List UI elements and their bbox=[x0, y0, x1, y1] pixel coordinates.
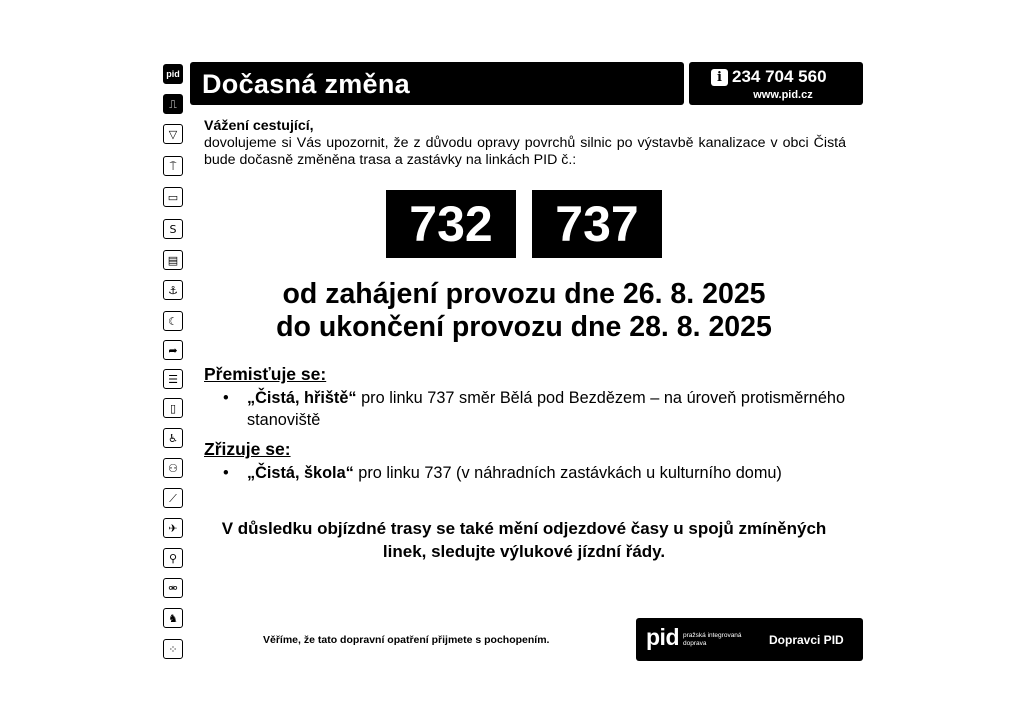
info-icon: i bbox=[711, 69, 728, 86]
airport-icon: ✈ bbox=[163, 518, 183, 538]
trolleybus-icon: ▭ bbox=[163, 187, 183, 207]
bullet-dot: • bbox=[223, 464, 229, 482]
page-title: Dočasná změna bbox=[202, 69, 410, 99]
stroller-icon: ⚲ bbox=[163, 548, 183, 568]
timetable-notice: V důsledku objízdné trasy se také mění odjezdové časy u spojů zmíněných linek, sledujte výlukové jízdní řády. bbox=[221, 519, 827, 561]
carriers-label: Dopravci PID bbox=[769, 633, 844, 647]
website-link[interactable]: www.pid.cz bbox=[753, 89, 813, 101]
footer-brand-box bbox=[636, 618, 863, 661]
moved-heading: Přemisťuje se: bbox=[204, 364, 327, 384]
contact-box bbox=[689, 62, 863, 105]
intro-paragraph: dovolujeme si Vás upozornit, že z důvodu opravy povrchů silnic po výstavbě kanalizace v obci Čistá bude dočasně změněna trasa a zastávky na linkách PID č.: bbox=[204, 135, 846, 168]
metro-icon: ▽ bbox=[163, 124, 183, 144]
bus-icon: ⎍ bbox=[163, 94, 183, 114]
pid-logo: pid bbox=[646, 624, 679, 650]
night-icon: ☾ bbox=[163, 311, 183, 331]
moved-list-item bbox=[223, 387, 846, 431]
intro-text bbox=[204, 118, 846, 169]
created-stop-name: „Čistá, škola“ bbox=[247, 464, 354, 482]
created-list-item bbox=[223, 462, 845, 484]
dog-icon: ♞ bbox=[163, 608, 183, 628]
pid-logo-subtitle: pražská integrovaná doprava bbox=[683, 632, 742, 647]
escalator-icon: ⟋ bbox=[163, 488, 183, 508]
affected-lines bbox=[386, 190, 662, 258]
funicular-icon: ▤ bbox=[163, 250, 183, 270]
shuttle-icon: ➦ bbox=[163, 340, 183, 360]
moved-stop-description: pro linku 737 směr Bělá pod Bezdězem – na úroveň protisměrného stanoviště bbox=[247, 389, 846, 429]
ticket-machine-icon: ▯ bbox=[163, 398, 183, 418]
phone-number bbox=[711, 67, 827, 87]
moved-item-text bbox=[247, 387, 845, 431]
line-number-box: 737 bbox=[532, 190, 662, 258]
train-icon: S bbox=[163, 219, 183, 239]
created-item-text bbox=[247, 462, 845, 484]
date-from: od zahájení provozu dne 26. 8. 2025 bbox=[282, 278, 766, 310]
created-stop-description: pro linku 737 (v náhradních zastávkách u kulturního domu) bbox=[353, 464, 782, 482]
family-icon: ⚇ bbox=[163, 458, 183, 478]
moved-stop-name: „Čistá, hřiště“ bbox=[247, 389, 357, 407]
greeting: Vážení cestující, bbox=[204, 118, 314, 134]
wheelchair-icon: ♿ bbox=[163, 428, 183, 448]
replacement-icon: ☰ bbox=[163, 369, 183, 389]
date-to: do ukončení provozu dne 28. 8. 2025 bbox=[276, 311, 772, 343]
bicycle-icon: ⚮ bbox=[163, 578, 183, 598]
footer-message: Věříme, že tato dopravní opatření přijmete s pochopením. bbox=[263, 634, 550, 646]
tram-icon: ⍑ bbox=[163, 156, 183, 176]
validity-dates bbox=[0, 278, 1024, 344]
created-heading: Zřizuje se: bbox=[204, 439, 291, 459]
ferry-icon: ⚓ bbox=[163, 280, 183, 300]
line-number-box: 732 bbox=[386, 190, 516, 258]
pid-logo-icon: pid bbox=[163, 64, 183, 84]
phone-text: 234 704 560 bbox=[732, 67, 827, 86]
bullet-dot: • bbox=[223, 389, 229, 407]
title-bar bbox=[190, 62, 684, 105]
footsteps-icon: ⁘ bbox=[163, 639, 183, 659]
